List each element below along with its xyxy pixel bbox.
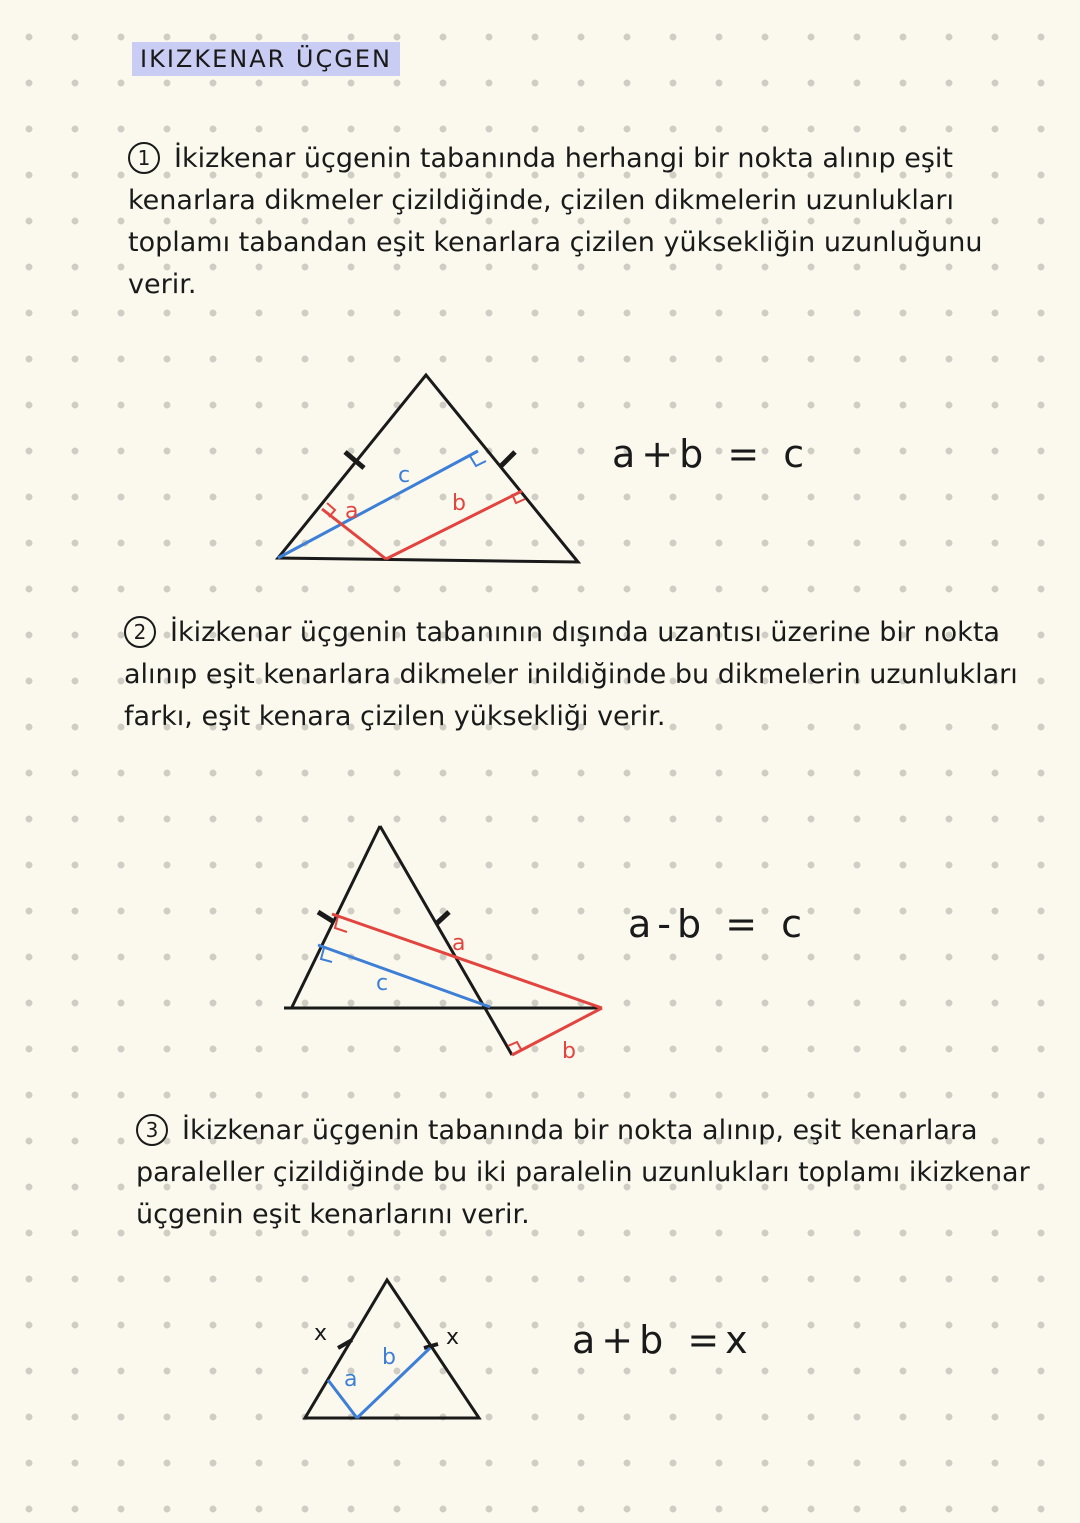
formula-2: a-b = c — [628, 902, 809, 946]
formula-3: a+b =x — [572, 1318, 754, 1362]
figure-2-label-b: b — [562, 1039, 576, 1064]
figure-1-label-a: a — [345, 499, 359, 524]
figure-3-label-x-left: x — [314, 1321, 328, 1346]
formula-1: a+b = c — [612, 432, 811, 476]
figure-1-label-b: b — [452, 491, 466, 516]
figure-3-label-x-right: x — [446, 1325, 460, 1350]
section-2-number: 2 — [124, 616, 156, 648]
figure-3-label-b: b — [382, 1345, 396, 1370]
figure-2-label-c: c — [376, 971, 389, 996]
figure-3-tick-right — [424, 1344, 438, 1348]
section-1-number: 1 — [128, 142, 160, 174]
section-2-body: İkizkenar üçgenin tabanının dışında uzantısı üzerine bir nokta alınıp eşit kenarlara dikmeler inildiğinde bu dikmelerin uzunlukları farkı, eşit kenara çizilen yüksekliği verir. — [124, 617, 1018, 732]
figure-3-label-a: a — [344, 1367, 358, 1392]
section-3-number: 3 — [136, 1114, 168, 1146]
section-1-body: İkizkenar üçgenin tabanında herhangi bir nokta alınıp eşit kenarlara dikmeler çizildiğinde, çizilen dikmelerin uzunlukları toplamı tabandan eşit kenarlara çizilen yüksekliğin uzunluğunu verir. — [128, 143, 983, 300]
figure-2-label-a: a — [452, 931, 466, 956]
section-3-body: İkizkenar üçgenin tabanında bir nokta alınıp, eşit kenarlara paraleller çizildiğinde bu iki paralelin uzunlukları toplamı ikizkenar üçgenin eşit kenarlarını verir. — [136, 1115, 1030, 1230]
page-title: IKIZKENAR ÜÇGEN — [132, 42, 400, 76]
figure-1-label-c: c — [398, 463, 411, 488]
